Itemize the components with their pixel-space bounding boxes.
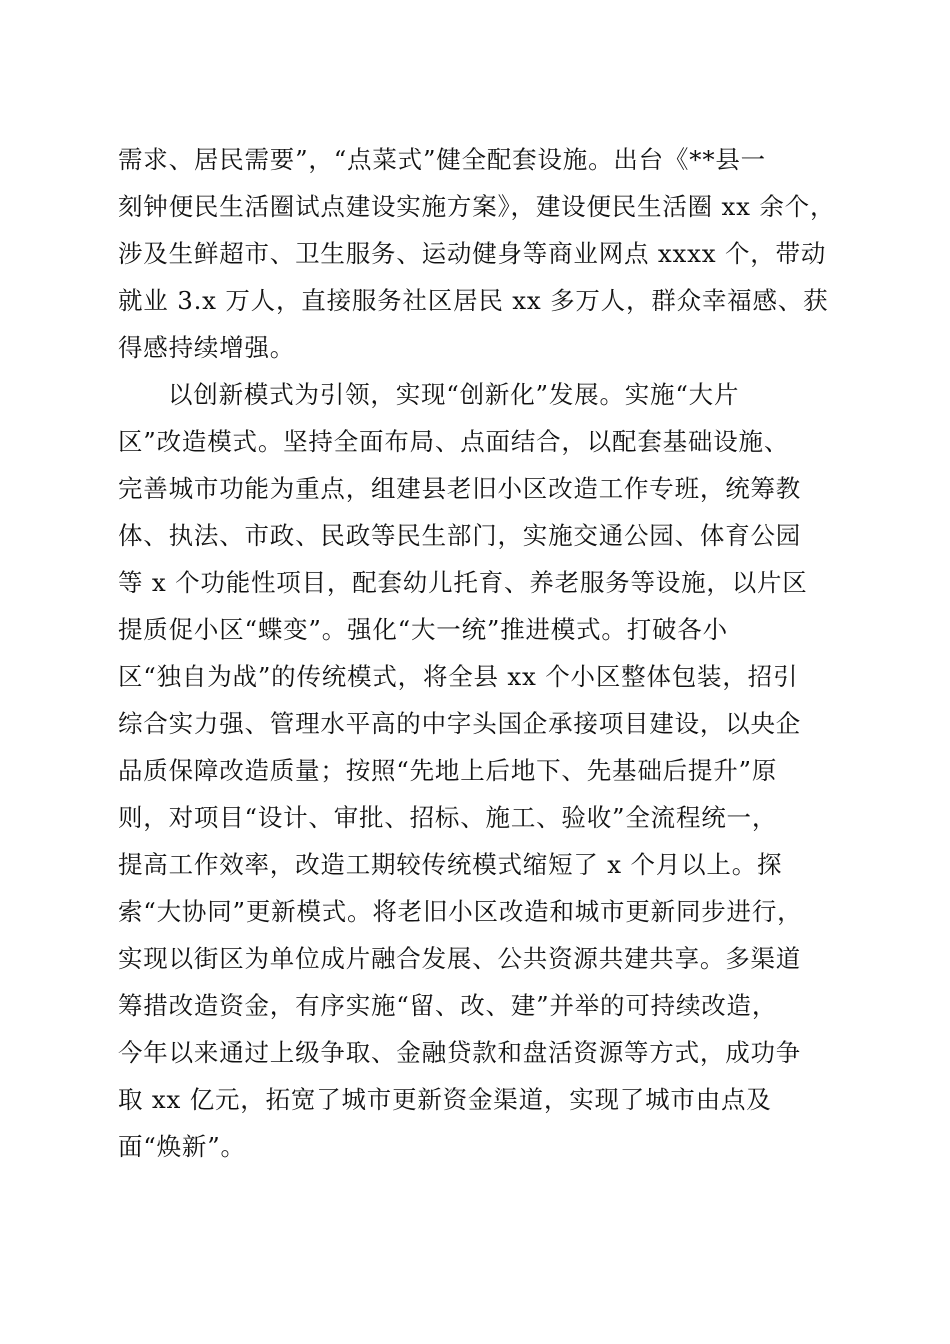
text-line: 得感持续增强。: [118, 333, 296, 362]
text-line: 索“大协同”更新模式。将老旧小区改造和城市更新同步进行，: [118, 897, 803, 926]
text-line: 今年以来通过上级争取、金融贷款和盘活资源等方式，成功争: [118, 1038, 802, 1067]
text-line: 涉及生鲜超市、卫生服务、运动健身等商业网点 xxxx 个，带动: [118, 239, 827, 268]
text-line: 区”改造模式。坚持全面布局、点面结合，以配套基础设施、: [118, 427, 790, 456]
text-line: 取 xx 亿元，拓宽了城市更新资金渠道，实现了城市由点及: [118, 1085, 772, 1114]
text-line: 刻钟便民生活圈试点建设实施方案》，建设便民生活圈 xx 余个，: [118, 192, 836, 221]
text-line: 需求、居民需要”，“点菜式”健全配套设施。出台《**县一: [118, 145, 766, 174]
text-line: 等 x 个功能性项目，配套幼儿托育、养老服务等设施，以片区: [118, 568, 808, 597]
text-line: 筹措改造资金，有序实施“留、改、建”并举的可持续改造，: [118, 991, 778, 1020]
text-line: 则，对项目“设计、审批、招标、施工、验收”全流程统一，: [118, 803, 778, 832]
text-line: 提高工作效率，改造工期较传统模式缩短了 x 个月以上。探: [118, 850, 783, 879]
text-line: 品质保障改造质量；按照“先地上后地下、先基础后提升”原: [118, 756, 778, 785]
text-line: 面“焕新”。: [118, 1132, 246, 1161]
text-line: 区“独自为战”的传统模式，将全县 xx 个小区整体包装，招引: [118, 662, 799, 691]
text-line: 完善城市功能为重点，组建县老旧小区改造工作专班，统筹教: [118, 474, 802, 503]
text-line: 体、执法、市政、民政等民生部门，实施交通公园、体育公园: [118, 521, 802, 550]
text-line: 提质促小区“蝶变”。强化“大一统”推进模式。打破各小: [118, 615, 728, 644]
text-line: 实现以街区为单位成片融合发展、公共资源共建共享。多渠道: [118, 944, 802, 973]
text-line: 就业 3.x 万人，直接服务社区居民 xx 多万人，群众幸福感、获: [118, 286, 829, 315]
text-line: 以创新模式为引领，实现“创新化”发展。实施“大片: [168, 380, 740, 409]
text-line: 综合实力强、管理水平高的中字头国企承接项目建设，以央企: [118, 709, 802, 738]
